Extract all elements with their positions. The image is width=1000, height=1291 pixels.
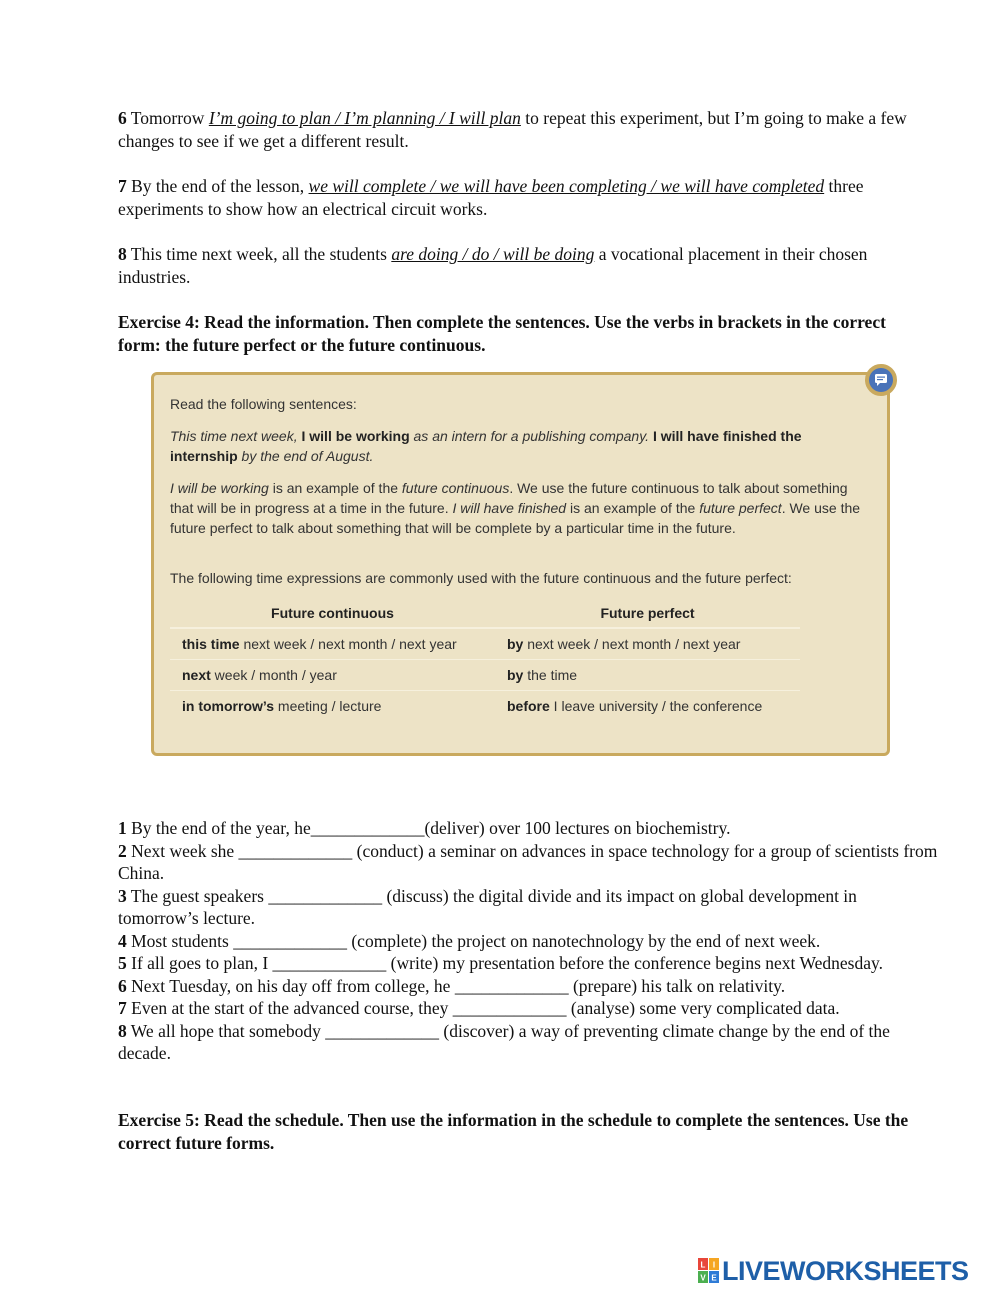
list-item (118, 885, 938, 930)
cell-text: meeting / lecture (274, 698, 382, 714)
logo-block-letter: V (700, 1273, 706, 1283)
question-text: a vocational placement in their chosen industries. (118, 244, 868, 287)
item-text[interactable]: Even at the start of the advanced course, they _____________ (analyse) some very complicated data. (126, 998, 840, 1018)
example-text: This time next week, (170, 428, 302, 444)
cell-bold: this time (182, 636, 240, 652)
table-cell (495, 660, 800, 691)
item-text[interactable]: Next Tuesday, on his day off from college, he _____________ (prepare) his talk on relativity. (126, 975, 786, 996)
exercise-4-heading: Exercise 4: Read the information. Then complete the sentences. Use the verbs in brackets in the correct form: the future perfect or the future continuous. (118, 312, 886, 355)
item-text[interactable]: We all hope that somebody _____________ (discover) a way of preventing climate change by the end of the decade. (118, 1020, 890, 1063)
question-text: to repeat this experiment, but I’m going to make a few changes to see if we get a different result. (118, 108, 907, 151)
box-explanation (170, 478, 870, 538)
cell-text: next week / next month / next year (523, 636, 741, 652)
explain-text: is an example of the (268, 480, 402, 496)
cell-bold: next (182, 667, 211, 683)
cell-bold: by (507, 636, 524, 652)
item-number: 7 (118, 998, 127, 1018)
cell-text: week / month / year (210, 667, 337, 683)
example-bold: I will have finished the internship (170, 428, 802, 464)
example-text: by the end of August. (237, 448, 374, 464)
list-item (118, 975, 938, 998)
answer-options[interactable]: I’m going to plan / I’m planning / I will plan (208, 108, 521, 128)
box-example (170, 426, 870, 466)
item-text[interactable]: If all goes to plan, I _____________ (write) my presentation before the conference begins next Wednesday. (126, 953, 883, 973)
comment-bubble-icon[interactable] (865, 364, 897, 396)
explain-italic: I will have finished (452, 500, 567, 516)
cell-bold: by (507, 667, 524, 683)
comment-bubble-inner (869, 368, 893, 392)
box-time-expressions: The following time expressions are commonly used with the future continuous and the future perfect: (170, 570, 792, 586)
table-cell (495, 628, 800, 660)
question-number: 7 (118, 176, 127, 196)
table-cell (495, 691, 800, 722)
list-item (118, 840, 938, 885)
explain-text: is an example of the (566, 500, 700, 516)
logo-block-letter: L (700, 1260, 706, 1270)
item-number: 3 (118, 885, 127, 906)
liveworksheets-logo (698, 1256, 994, 1286)
list-item (118, 1020, 938, 1065)
item-text[interactable]: Next week she _____________ (conduct) a seminar on advances in space technology for a group of scientists from China. (118, 840, 938, 883)
speech-bubble-icon (874, 373, 888, 387)
example-text: as an intern for a publishing company. (409, 428, 653, 444)
grammar-info-box (151, 372, 890, 756)
table-header: Future perfect (600, 605, 695, 621)
table-row (170, 660, 800, 691)
exercise-5-heading: Exercise 5: Read the schedule. Then use the information in the schedule to complete the sentences. Use the correct future forms. (118, 1110, 909, 1153)
cell-text: I leave university / the conference (549, 698, 763, 714)
table-cell (170, 628, 495, 660)
table-row (170, 691, 800, 722)
item-number: 1 (118, 818, 127, 838)
answer-options[interactable]: are doing / do / will be doing (391, 244, 595, 264)
item-number: 4 (118, 930, 127, 951)
explain-italic: I will be working (170, 480, 269, 496)
table-cell (170, 660, 495, 691)
explain-italic: future continuous (401, 480, 510, 496)
exercise-4-items (118, 817, 938, 1065)
table-cell (170, 691, 495, 722)
cell-text: the time (523, 667, 578, 683)
question-number: 8 (118, 244, 127, 264)
table-header-row (170, 597, 800, 628)
logo-block-letter: I (712, 1260, 716, 1270)
table-header: Future continuous (271, 605, 394, 621)
answer-options[interactable]: we will complete / we will have been completing / we will have completed (308, 176, 825, 196)
list-item (118, 817, 938, 840)
item-number: 6 (118, 975, 127, 996)
item-number: 5 (118, 953, 127, 973)
item-number: 2 (118, 840, 127, 861)
list-item (118, 997, 938, 1020)
item-text[interactable]: By the end of the year, he_____________(deliver) over 100 lectures on biochemistry. (126, 818, 731, 838)
item-number: 8 (118, 1020, 127, 1041)
question-text: By the end of the lesson, (126, 176, 309, 196)
item-text[interactable]: The guest speakers _____________ (discuss) the digital divide and its impact on global development in tomorrow’s lecture. (118, 885, 857, 928)
question-text: three experiments to show how an electrical circuit works. (118, 176, 864, 219)
logo-blocks-icon (698, 1258, 720, 1284)
table-row (170, 628, 800, 660)
time-expressions-table (170, 597, 800, 721)
list-item (118, 952, 938, 975)
cell-bold: in tomorrow’s (182, 698, 275, 714)
question-text: This time next week, all the students (126, 244, 392, 264)
question-7 (118, 175, 918, 221)
explain-text: . We use the future continuous to talk about something that will be in progress at a time in the future. (170, 480, 848, 516)
question-number: 6 (118, 108, 127, 128)
explain-italic: future perfect (699, 500, 782, 516)
cell-bold: before (507, 698, 550, 714)
logo-text: LIVEWORKSHEETS (722, 1255, 969, 1286)
example-bold: I will be working (301, 428, 410, 444)
question-6 (118, 107, 918, 153)
logo-block-letter: E (711, 1273, 717, 1283)
question-8 (118, 243, 918, 289)
box-intro: Read the following sentences: (170, 396, 357, 412)
list-item (118, 930, 938, 953)
question-text: Tomorrow (126, 108, 209, 128)
cell-text: next week / next month / next year (239, 636, 457, 652)
explain-text: . We use the future perfect to talk about something that will be complete by a particular time in the future. (170, 500, 861, 536)
item-text[interactable]: Most students _____________ (complete) the project on nanotechnology by the end of next week. (126, 930, 821, 951)
